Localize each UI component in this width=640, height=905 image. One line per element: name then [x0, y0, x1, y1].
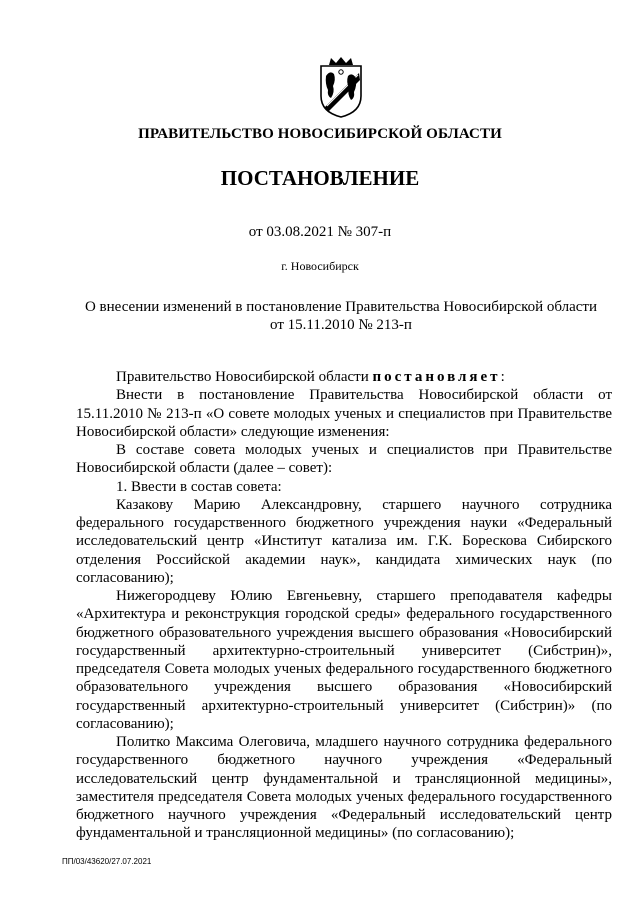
document-city: г. Новосибирск: [281, 259, 359, 273]
resolves-word: постановляет: [372, 369, 501, 385]
document-date-number: от 03.08.2021 № 307-п: [248, 224, 392, 240]
member-politko: Политко Максима Олеговича, младшего научного сотрудника федерального государственного бюджетного научного учреждения «Федеральный исследовательский центр фундаментальной и трансляционной медицины», заместителя председателя Совета молодых ученых федерального государственного бюджетного научного учреждения «Федеральный исследовательский центр фундаментальной и трансляционной медицины» (по согласованию);: [76, 734, 612, 842]
intro-colon: :: [500, 369, 505, 385]
paragraph-item-1: 1. Ввести в состав совета:: [116, 478, 282, 495]
member-kazakova: Казакову Марию Александровну, старшего научного сотрудника федерального государственного бюджетного учреждения науки «Федеральный исследовательский центр «Институт катализа им. Г.К. Борескова Сибирского отделения Российской академии наук», кандидата химических наук (по согласованию);: [76, 496, 612, 586]
document-footer-code: ПП/03/43620/27.07.2021: [62, 857, 152, 866]
intro-text: Правительство Новосибирской области: [116, 369, 373, 385]
paragraph-amendment: Внести в постановление Правительства Новосибирской области от 15.11.2010 № 213-п «О совете молодых ученых и специалистов при Правительстве Новосибирской области» следующие изменения:: [76, 387, 612, 440]
subject-line-2: от 15.11.2010 № 213-п: [270, 317, 412, 333]
document-subject: [72, 298, 610, 334]
resolution-intro: [76, 368, 612, 386]
organization-title: ПРАВИТЕЛЬСТВО НОВОСИБИРСКОЙ ОБЛАСТИ: [138, 126, 502, 142]
member-nizhegorodtseva: Нижегородцеву Юлию Евгеньевну, старшего преподавателя кафедры «Архитектура и реконструкция городской среды» федерального государственного бюджетного образовательного учреждения высшего образования «Новосибирский государственный архитектурно-строительный университет (Сибстрин)», председателя Совета молодых ученых федерального государственного бюджетного образовательного учреждения высшего образования «Новосибирский государственный архитектурно-строительный университет (Сибстрин)» (по согласованию);: [76, 588, 612, 732]
paragraph-council: В составе совета молодых ученых и специалистов при Правительстве Новосибирской области (далее – совет):: [76, 442, 612, 477]
coat-of-arms-icon: [313, 56, 369, 118]
document-body: [76, 368, 612, 843]
subject-line-1: О внесении изменений в постановление Правительства Новосибирской области: [84, 299, 598, 315]
document-type-title: ПОСТАНОВЛЕНИЕ: [220, 166, 420, 190]
